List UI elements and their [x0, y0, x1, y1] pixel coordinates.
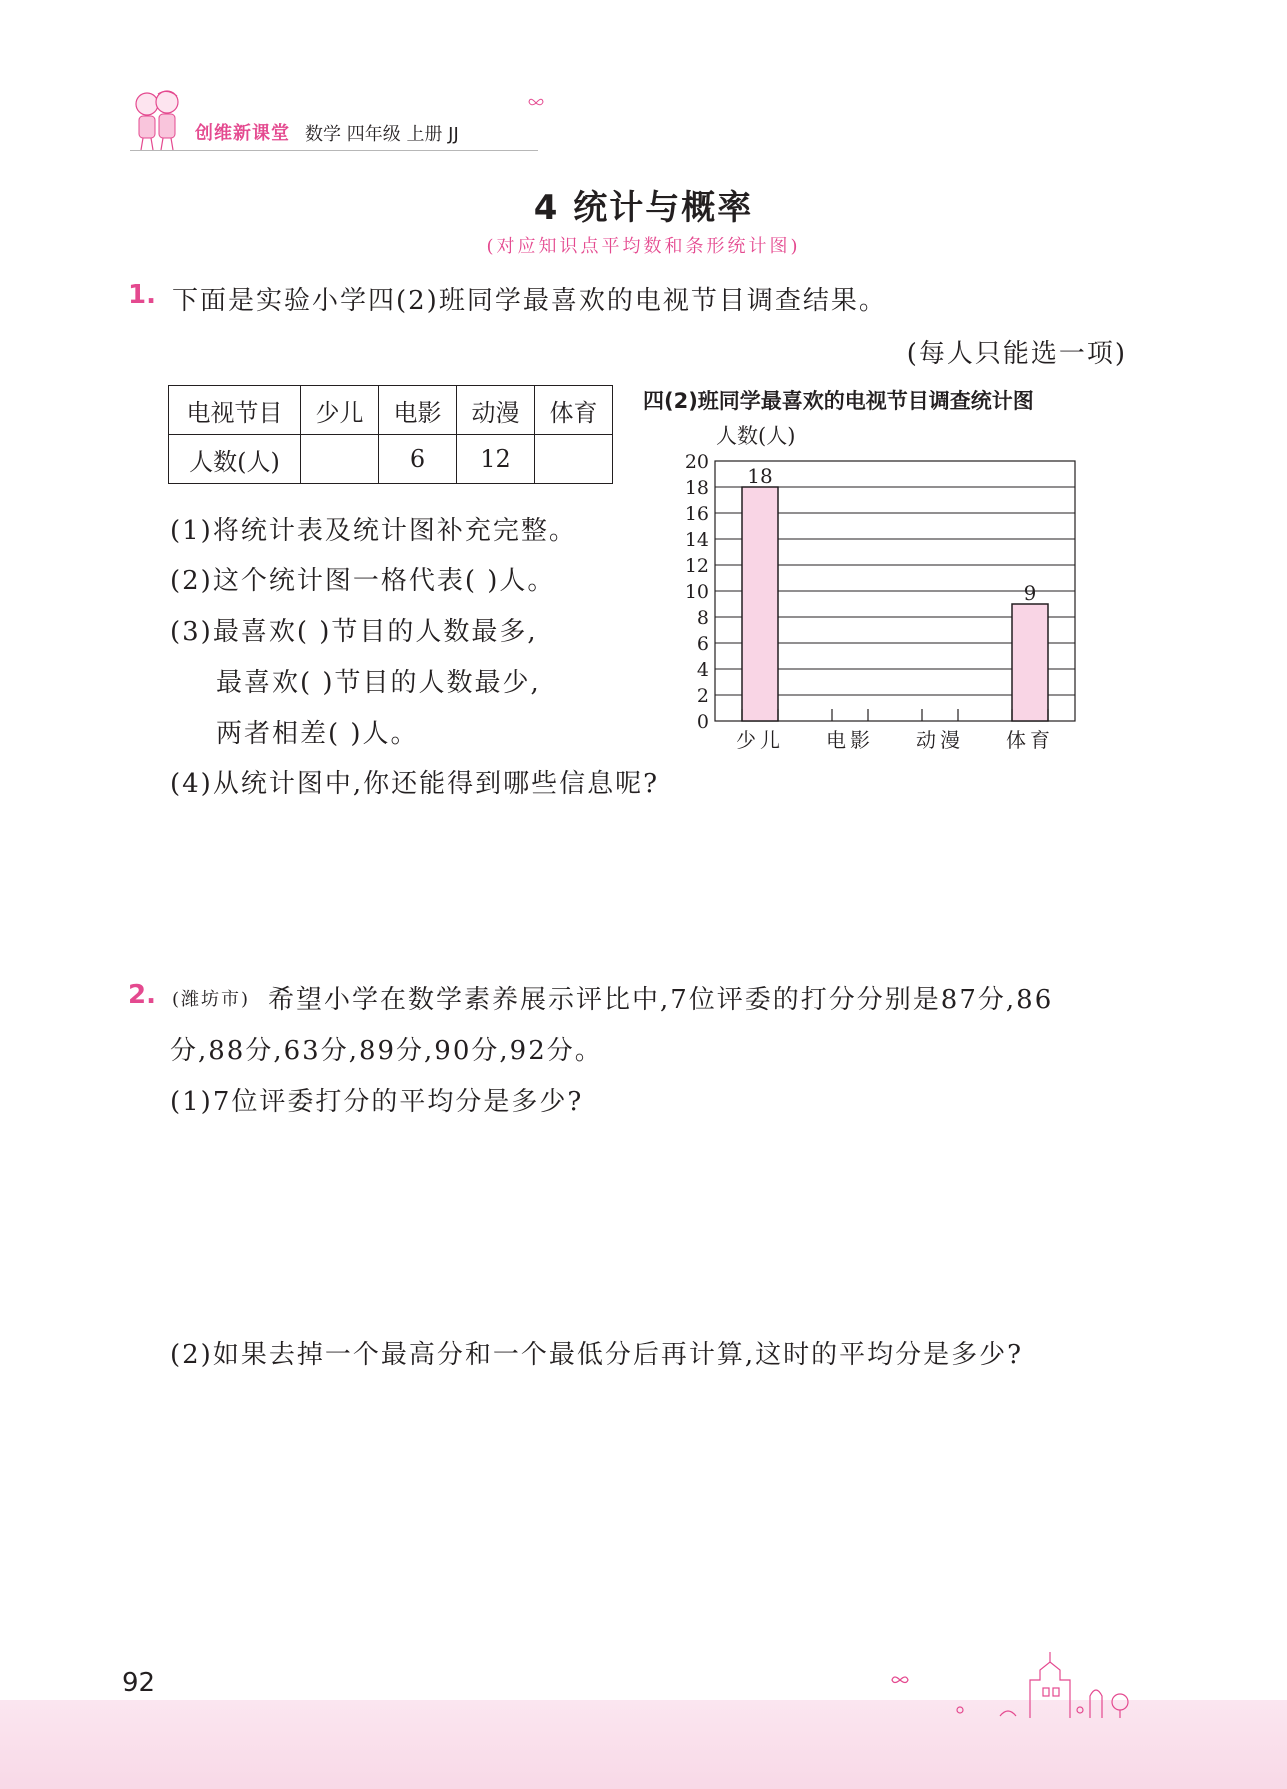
castle-illustration — [880, 1640, 1170, 1720]
page-subtitle: (对应知识点平均数和条形统计图) — [486, 236, 801, 257]
bar-chart — [660, 415, 1080, 755]
y-tick-label: 12 — [684, 555, 709, 577]
question-1-text: 下面是实验小学四(2)班同学最喜欢的电视节目调查结果。 — [172, 286, 887, 316]
header-divider — [130, 150, 538, 151]
y-tick-label: 4 — [696, 659, 709, 681]
question-1-note: (每人只能选一项) — [906, 339, 1127, 369]
bar-少儿 — [742, 487, 778, 721]
chart-bars — [742, 464, 1048, 721]
data-label: 9 — [1023, 581, 1037, 605]
y-tick-label: 18 — [684, 477, 709, 499]
table-cell: 电视节目 — [169, 386, 301, 435]
y-tick-label: 2 — [696, 685, 709, 707]
page-title: 4 统计与概率 — [533, 188, 754, 228]
question-2-part-2: (2)如果去掉一个最高分和一个最低分后再计算,这时的平均分是多少? — [170, 1340, 1024, 1370]
question-2-text-line-2: 分,88分,63分,89分,90分,92分。 — [170, 1036, 603, 1066]
brand-name: 创维新课堂 — [195, 123, 290, 144]
chart-y-label: 人数(人) — [716, 424, 796, 448]
table-cell: 动漫 — [457, 386, 535, 435]
table-cell: 12 — [457, 435, 535, 484]
survey-table — [168, 385, 613, 484]
bar-体育 — [1012, 604, 1048, 721]
table-cell: 电影 — [379, 386, 457, 435]
question-number-1: 1. — [128, 280, 156, 310]
x-tick-label: 少儿 — [736, 728, 784, 752]
y-tick-label: 20 — [684, 451, 709, 473]
question-2-text-line-1: 希望小学在数学素养展示评比中,7位评委的打分分别是87分,86 — [268, 985, 1054, 1015]
question-1-part-3c: 两者相差( )人。 — [216, 719, 419, 749]
y-tick-label: 14 — [684, 529, 709, 551]
chart-y-ticks — [685, 451, 709, 733]
chart-x-labels — [736, 709, 1054, 752]
y-tick-label: 10 — [684, 581, 709, 603]
question-1-part-3a: (3)最喜欢( )节目的人数最多, — [170, 617, 538, 647]
table-row — [169, 386, 613, 435]
question-1-part-1: (1)将统计表及统计图补充完整。 — [170, 516, 577, 546]
y-tick-label: 8 — [696, 607, 709, 629]
x-tick-label: 动漫 — [916, 728, 964, 752]
table-cell: 6 — [379, 435, 457, 484]
butterfly-icon — [528, 96, 544, 110]
y-tick-label: 0 — [696, 711, 709, 733]
page-number: 92 — [122, 1668, 156, 1698]
x-tick-label: 电影 — [826, 728, 874, 752]
question-1-part-2: (2)这个统计图一格代表( )人。 — [170, 566, 556, 596]
question-2-source: (潍坊市) — [172, 989, 251, 1010]
x-tick-label: 体育 — [1006, 728, 1054, 752]
book-info: 数学 四年级 上册 JJ — [305, 124, 459, 145]
mascot-illustration — [127, 86, 189, 152]
y-tick-label: 16 — [684, 503, 709, 525]
question-2-part-1: (1)7位评委打分的平均分是多少? — [170, 1087, 584, 1117]
data-label: 18 — [747, 464, 773, 488]
table-cell: 少儿 — [301, 386, 379, 435]
table-cell: 体育 — [535, 386, 613, 435]
table-cell-blank[interactable] — [535, 435, 613, 484]
question-number-2: 2. — [128, 980, 156, 1010]
y-tick-label: 6 — [696, 633, 709, 655]
question-1-part-3b: 最喜欢( )节目的人数最少, — [216, 668, 541, 698]
table-row — [169, 435, 613, 484]
question-1-part-4: (4)从统计图中,你还能得到哪些信息呢? — [170, 769, 660, 799]
chart-title: 四(2)班同学最喜欢的电视节目调查统计图 — [643, 389, 1034, 413]
table-cell: 人数(人) — [169, 435, 301, 484]
table-cell-blank[interactable] — [301, 435, 379, 484]
